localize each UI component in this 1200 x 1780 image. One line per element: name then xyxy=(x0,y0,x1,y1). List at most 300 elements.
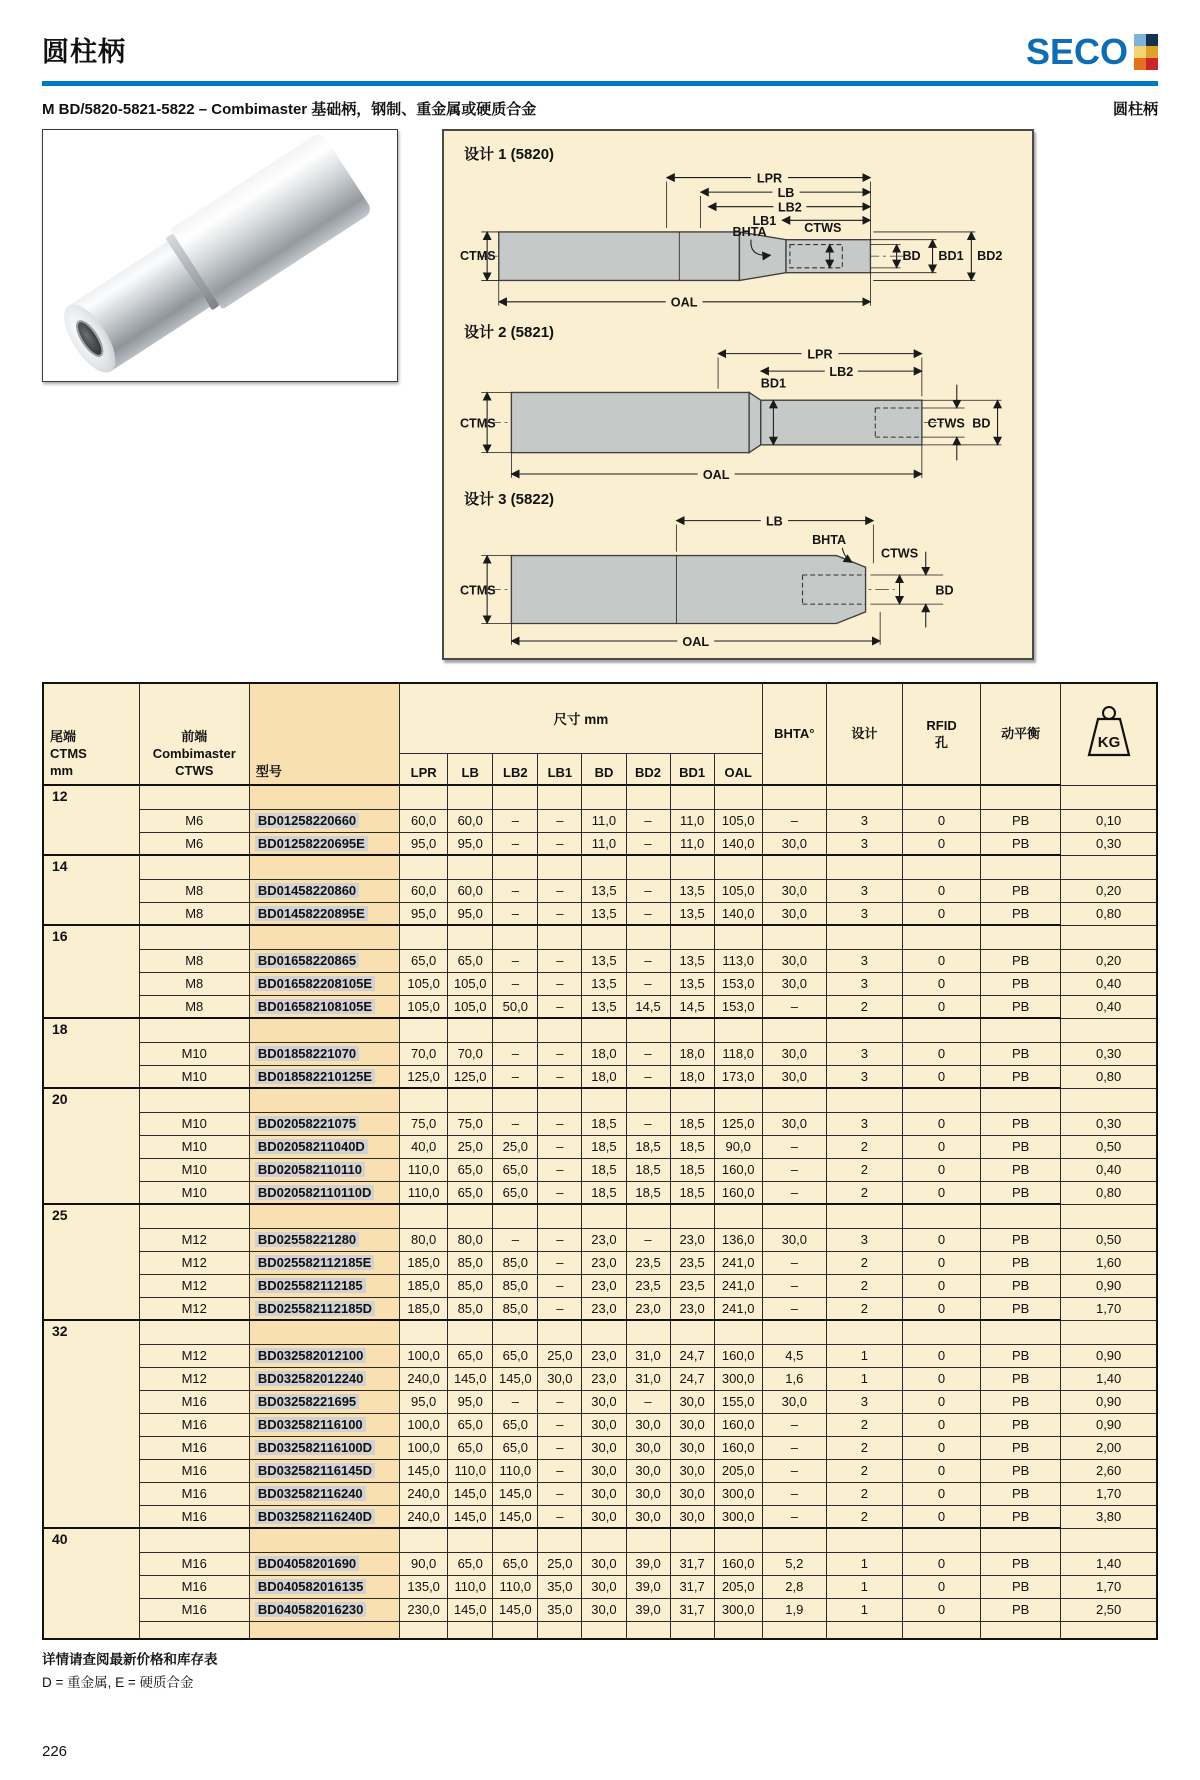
table-cell xyxy=(762,1204,826,1228)
table-cell: 65,0 xyxy=(400,949,448,972)
table-cell xyxy=(538,1018,582,1042)
table-cell: 65,0 xyxy=(448,1181,493,1204)
table-row xyxy=(43,1065,1157,1088)
table-cell xyxy=(902,785,980,809)
table-cell: 0 xyxy=(902,1135,980,1158)
product-family-title: M BD/5820-5821-5822 – Combimaster 基础柄，钢制、重金属或硬质合金 xyxy=(42,101,537,118)
table-cell xyxy=(582,1088,626,1112)
table-cell: 65,0 xyxy=(448,949,493,972)
table-cell: 0 xyxy=(902,1158,980,1181)
table-cell xyxy=(493,855,538,879)
table-cell: 160,0 xyxy=(714,1158,762,1181)
table-cell: – xyxy=(538,1413,582,1436)
table-cell: 30,0 xyxy=(582,1390,626,1413)
table-cell: 100,0 xyxy=(400,1436,448,1459)
table-cell xyxy=(538,785,582,809)
group-separator-row xyxy=(43,855,1157,879)
table-cell: PB xyxy=(981,1552,1061,1575)
table-cell: 30,0 xyxy=(762,1390,826,1413)
svg-text:BD1: BD1 xyxy=(938,249,964,264)
table-row xyxy=(43,1251,1157,1274)
table-cell xyxy=(249,1228,399,1251)
table-cell xyxy=(582,1528,626,1552)
svg-text:OAL: OAL xyxy=(670,295,698,310)
table-cell: 1 xyxy=(826,1552,902,1575)
model-number: BD016582108105E xyxy=(255,999,375,1014)
svg-text:BD2: BD2 xyxy=(977,249,1003,264)
table-cell: 13,5 xyxy=(670,949,714,972)
table-cell: M16 xyxy=(139,1575,249,1598)
table-cell xyxy=(249,1251,399,1274)
table-row xyxy=(43,1158,1157,1181)
table-cell: 160,0 xyxy=(714,1181,762,1204)
table-cell: 0 xyxy=(902,972,980,995)
table-cell xyxy=(400,785,448,809)
table-cell xyxy=(714,1621,762,1639)
table-cell: 2,60 xyxy=(1061,1459,1157,1482)
table-cell: 145,0 xyxy=(400,1459,448,1482)
table-cell: 70,0 xyxy=(448,1042,493,1065)
table-cell: 113,0 xyxy=(714,949,762,972)
model-number: BD032582116100D xyxy=(255,1440,375,1455)
table-cell: 23,0 xyxy=(582,1344,626,1367)
header-bhta: BHTA° xyxy=(762,683,826,785)
table-cell: 105,0 xyxy=(714,809,762,832)
table-cell xyxy=(139,785,249,809)
dimension-diagram-panel xyxy=(442,129,1034,660)
header-model: 型号 xyxy=(249,683,399,785)
table-cell: 136,0 xyxy=(714,1228,762,1251)
table-cell xyxy=(448,1320,493,1344)
table-cell: – xyxy=(762,1459,826,1482)
table-cell: 0,40 xyxy=(1061,972,1157,995)
table-cell xyxy=(762,1088,826,1112)
table-cell xyxy=(249,1065,399,1088)
table-cell xyxy=(249,1158,399,1181)
table-cell: 140,0 xyxy=(714,832,762,855)
table-cell: 1 xyxy=(826,1598,902,1621)
table-cell: 110,0 xyxy=(448,1575,493,1598)
design2-diagram xyxy=(458,342,1016,480)
page-number: 226 xyxy=(42,1743,68,1761)
table-cell: 2 xyxy=(826,995,902,1018)
table-row xyxy=(43,1390,1157,1413)
table-cell: PB xyxy=(981,1228,1061,1251)
table-cell xyxy=(826,1528,902,1552)
table-cell: – xyxy=(538,1135,582,1158)
table-cell: – xyxy=(493,1390,538,1413)
table-cell xyxy=(249,1459,399,1482)
table-cell xyxy=(981,1204,1061,1228)
table-cell: PB xyxy=(981,1042,1061,1065)
table-cell: 85,0 xyxy=(493,1297,538,1320)
table-cell: 18,0 xyxy=(582,1042,626,1065)
table-cell: 31,0 xyxy=(626,1344,670,1367)
logo-color-block xyxy=(1146,58,1158,70)
table-cell: 30,0 xyxy=(626,1482,670,1505)
table-cell xyxy=(762,1018,826,1042)
table-cell: 13,5 xyxy=(582,902,626,925)
table-cell xyxy=(826,1204,902,1228)
table-cell: 300,0 xyxy=(714,1367,762,1390)
table-cell: – xyxy=(493,1112,538,1135)
model-number: BD032582116100 xyxy=(255,1417,366,1432)
svg-text:BHTA: BHTA xyxy=(732,224,767,239)
table-cell: 65,0 xyxy=(493,1158,538,1181)
table-cell: 95,0 xyxy=(400,1390,448,1413)
table-cell xyxy=(714,785,762,809)
header-front-end: 前端 Combimaster CTWS xyxy=(139,683,249,785)
table-cell: PB xyxy=(981,832,1061,855)
table-cell: – xyxy=(538,1297,582,1320)
table-cell xyxy=(902,1320,980,1344)
table-cell: 13,5 xyxy=(582,995,626,1018)
table-cell: 90,0 xyxy=(714,1135,762,1158)
table-cell: – xyxy=(538,1459,582,1482)
table-cell: – xyxy=(626,1112,670,1135)
table-cell: PB xyxy=(981,879,1061,902)
seco-logo-blocks-icon xyxy=(1134,34,1158,70)
table-cell: 1,9 xyxy=(762,1598,826,1621)
table-cell xyxy=(762,1528,826,1552)
table-cell xyxy=(249,1088,399,1112)
model-number: BD01658220865 xyxy=(255,953,359,968)
table-cell: 100,0 xyxy=(400,1344,448,1367)
model-number: BD025582112185D xyxy=(255,1301,375,1316)
table-cell: – xyxy=(538,1482,582,1505)
model-number: BD025582112185E xyxy=(255,1255,375,1270)
table-cell: 0,90 xyxy=(1061,1344,1157,1367)
table-cell: 125,0 xyxy=(400,1065,448,1088)
model-number: BD01458220860 xyxy=(255,883,359,898)
table-cell: 145,0 xyxy=(448,1598,493,1621)
table-cell: 18,0 xyxy=(670,1042,714,1065)
table-cell xyxy=(249,1042,399,1065)
table-cell: 95,0 xyxy=(400,902,448,925)
table-cell: 30,0 xyxy=(538,1367,582,1390)
table-cell: 50,0 xyxy=(493,995,538,1018)
table-cell: 31,7 xyxy=(670,1575,714,1598)
table-cell xyxy=(981,1621,1061,1639)
table-cell xyxy=(582,1018,626,1042)
table-cell: 110,0 xyxy=(400,1158,448,1181)
seco-logo-text: SECO xyxy=(1025,31,1128,72)
table-cell xyxy=(538,1204,582,1228)
model-number: BD02058211040D xyxy=(255,1139,368,1154)
table-cell xyxy=(139,855,249,879)
table-cell: 30,0 xyxy=(670,1436,714,1459)
table-cell: 30,0 xyxy=(582,1413,626,1436)
table-cell: – xyxy=(762,1436,826,1459)
group-label: 12 xyxy=(43,785,139,855)
table-cell: – xyxy=(538,1112,582,1135)
header-dim-oal: OAL xyxy=(714,753,762,785)
table-cell: 65,0 xyxy=(493,1436,538,1459)
table-row xyxy=(43,1459,1157,1482)
table-cell: 0,80 xyxy=(1061,902,1157,925)
table-cell xyxy=(582,785,626,809)
model-number: BD016582208105E xyxy=(255,976,375,991)
table-cell: M12 xyxy=(139,1344,249,1367)
table-cell: 65,0 xyxy=(448,1552,493,1575)
table-cell: 35,0 xyxy=(538,1598,582,1621)
svg-text:BD: BD xyxy=(935,583,954,598)
table-cell: – xyxy=(762,1251,826,1274)
table-cell: – xyxy=(493,1065,538,1088)
table-cell: 30,0 xyxy=(582,1459,626,1482)
table-cell: 23,5 xyxy=(626,1274,670,1297)
table-cell: 140,0 xyxy=(714,902,762,925)
table-cell: 0 xyxy=(902,1505,980,1528)
table-cell: 65,0 xyxy=(493,1552,538,1575)
table-cell: PB xyxy=(981,1575,1061,1598)
table-cell xyxy=(249,1621,399,1639)
table-cell: 30,0 xyxy=(626,1413,670,1436)
table-cell xyxy=(981,855,1061,879)
table-cell: 11,0 xyxy=(670,809,714,832)
table-cell: 11,0 xyxy=(670,832,714,855)
table-cell: 4,5 xyxy=(762,1344,826,1367)
table-cell: 145,0 xyxy=(493,1367,538,1390)
table-cell: 3 xyxy=(826,879,902,902)
design2-title: 设计 2 (5821) xyxy=(464,323,555,341)
svg-text:LB2: LB2 xyxy=(829,364,854,379)
table-cell: – xyxy=(538,1228,582,1251)
table-cell: 300,0 xyxy=(714,1505,762,1528)
table-cell xyxy=(493,1088,538,1112)
table-cell: 24,7 xyxy=(670,1344,714,1367)
table-cell: 0 xyxy=(902,879,980,902)
table-cell xyxy=(493,1018,538,1042)
table-cell xyxy=(714,1088,762,1112)
table-cell xyxy=(249,902,399,925)
svg-text:KG: KG xyxy=(1097,734,1120,752)
table-cell xyxy=(670,855,714,879)
table-cell: 18,5 xyxy=(626,1158,670,1181)
table-cell xyxy=(714,1018,762,1042)
table-cell: 3 xyxy=(826,1228,902,1251)
table-cell xyxy=(249,785,399,809)
table-cell: – xyxy=(762,1274,826,1297)
table-cell: 11,0 xyxy=(582,832,626,855)
table-cell: 0 xyxy=(902,1598,980,1621)
table-cell xyxy=(626,1528,670,1552)
table-cell: 160,0 xyxy=(714,1552,762,1575)
table-cell xyxy=(826,1088,902,1112)
table-cell: 3 xyxy=(826,949,902,972)
svg-text:LPR: LPR xyxy=(807,346,833,361)
table-cell: – xyxy=(493,972,538,995)
table-cell: – xyxy=(493,832,538,855)
table-cell xyxy=(902,1018,980,1042)
table-cell: 18,0 xyxy=(582,1065,626,1088)
logo-color-block xyxy=(1146,46,1158,58)
table-cell: 18,5 xyxy=(670,1158,714,1181)
table-row xyxy=(43,1413,1157,1436)
table-cell xyxy=(249,925,399,949)
table-cell xyxy=(981,925,1061,949)
table-cell: 65,0 xyxy=(493,1413,538,1436)
table-cell xyxy=(400,1018,448,1042)
table-cell: 30,0 xyxy=(582,1505,626,1528)
table-cell: 23,5 xyxy=(626,1251,670,1274)
table-cell: 105,0 xyxy=(448,995,493,1018)
table-cell xyxy=(714,855,762,879)
table-row xyxy=(43,1344,1157,1367)
table-row xyxy=(43,832,1157,855)
header-rule xyxy=(42,81,1158,86)
table-cell xyxy=(249,1112,399,1135)
table-cell: 0 xyxy=(902,1575,980,1598)
table-cell xyxy=(670,1204,714,1228)
table-row xyxy=(43,1367,1157,1390)
table-cell xyxy=(902,1621,980,1639)
table-cell: 13,5 xyxy=(670,879,714,902)
table-cell: M6 xyxy=(139,832,249,855)
table-cell xyxy=(448,1204,493,1228)
table-cell: 30,0 xyxy=(626,1459,670,1482)
table-cell: 0 xyxy=(902,1413,980,1436)
table-cell: 0,10 xyxy=(1061,809,1157,832)
subheader xyxy=(42,98,1158,119)
table-cell xyxy=(493,1528,538,1552)
table-cell: 0 xyxy=(902,1459,980,1482)
table-cell: 30,0 xyxy=(670,1505,714,1528)
table-cell: 60,0 xyxy=(448,879,493,902)
design1-diagram xyxy=(458,164,1016,312)
table-cell: 30,0 xyxy=(670,1390,714,1413)
seco-logo xyxy=(1025,31,1158,72)
table-cell xyxy=(139,1018,249,1042)
table-cell: M10 xyxy=(139,1112,249,1135)
table-cell: 30,0 xyxy=(762,1065,826,1088)
table-cell xyxy=(249,855,399,879)
table-cell: 23,5 xyxy=(670,1251,714,1274)
table-cell xyxy=(249,1528,399,1552)
table-row xyxy=(43,1436,1157,1459)
table-cell xyxy=(139,1204,249,1228)
table-cell: PB xyxy=(981,1297,1061,1320)
table-cell: PB xyxy=(981,1274,1061,1297)
table-cell: 65,0 xyxy=(448,1413,493,1436)
table-cell: 240,0 xyxy=(400,1367,448,1390)
table-cell: PB xyxy=(981,995,1061,1018)
table-cell xyxy=(400,855,448,879)
table-cell: PB xyxy=(981,1436,1061,1459)
table-cell: 205,0 xyxy=(714,1575,762,1598)
table-cell: 0 xyxy=(902,949,980,972)
table-cell: 30,0 xyxy=(582,1436,626,1459)
table-cell: M12 xyxy=(139,1274,249,1297)
product-photo xyxy=(42,129,398,382)
table-cell xyxy=(902,925,980,949)
table-cell: M12 xyxy=(139,1251,249,1274)
table-row xyxy=(43,1552,1157,1575)
table-cell xyxy=(249,1367,399,1390)
table-cell xyxy=(626,1621,670,1639)
model-number: BD01258220695E xyxy=(255,836,368,851)
table-cell: 30,0 xyxy=(762,902,826,925)
table-cell: – xyxy=(538,1158,582,1181)
table-cell: 25,0 xyxy=(538,1344,582,1367)
table-cell: M12 xyxy=(139,1367,249,1390)
table-cell: 85,0 xyxy=(493,1274,538,1297)
table-cell: 1 xyxy=(826,1367,902,1390)
table-cell: 23,0 xyxy=(670,1297,714,1320)
table-cell: PB xyxy=(981,1065,1061,1088)
table-row xyxy=(43,809,1157,832)
group-separator-row xyxy=(43,1320,1157,1344)
table-cell: M10 xyxy=(139,1181,249,1204)
table-cell: 18,0 xyxy=(670,1065,714,1088)
table-cell: 0 xyxy=(902,1482,980,1505)
svg-text:OAL: OAL xyxy=(702,467,730,480)
table-cell: 0 xyxy=(902,1344,980,1367)
table-cell: 0,90 xyxy=(1061,1390,1157,1413)
table-cell: M8 xyxy=(139,995,249,1018)
table-cell xyxy=(139,1320,249,1344)
svg-text:LB: LB xyxy=(765,514,783,529)
table-cell: M16 xyxy=(139,1552,249,1575)
table-cell: 300,0 xyxy=(714,1598,762,1621)
table-cell: PB xyxy=(981,1135,1061,1158)
table-cell: – xyxy=(762,1135,826,1158)
table-cell: M16 xyxy=(139,1598,249,1621)
header-design: 设计 xyxy=(826,683,902,785)
svg-text:CTWS: CTWS xyxy=(880,546,919,561)
table-cell: 95,0 xyxy=(448,902,493,925)
header-dim-bd1: BD1 xyxy=(670,753,714,785)
table-cell: 39,0 xyxy=(626,1598,670,1621)
table-cell: 0,40 xyxy=(1061,1158,1157,1181)
table-cell: 110,0 xyxy=(493,1459,538,1482)
table-cell xyxy=(626,1018,670,1042)
table-cell: – xyxy=(626,1065,670,1088)
table-cell: M8 xyxy=(139,879,249,902)
logo-color-block xyxy=(1146,34,1158,46)
group-label: 25 xyxy=(43,1204,139,1320)
table-cell xyxy=(626,925,670,949)
table-row xyxy=(43,1228,1157,1251)
table-cell: – xyxy=(762,1482,826,1505)
model-number: BD032582012240 xyxy=(255,1371,367,1386)
table-cell: 30,0 xyxy=(670,1413,714,1436)
table-cell xyxy=(762,1621,826,1639)
header-rfid: RFID 孔 xyxy=(902,683,980,785)
table-cell: – xyxy=(538,1436,582,1459)
table-cell xyxy=(670,1320,714,1344)
table-cell: – xyxy=(626,832,670,855)
table-cell: 65,0 xyxy=(448,1158,493,1181)
table-cell xyxy=(626,1320,670,1344)
table-cell: 2 xyxy=(826,1297,902,1320)
table-cell: 0,30 xyxy=(1061,1042,1157,1065)
table-cell: M8 xyxy=(139,972,249,995)
table-cell: – xyxy=(538,1042,582,1065)
model-number: BD040582016135 xyxy=(255,1579,367,1594)
table-cell: 110,0 xyxy=(493,1575,538,1598)
table-cell xyxy=(902,1204,980,1228)
table-cell: – xyxy=(493,809,538,832)
table-cell: 160,0 xyxy=(714,1413,762,1436)
table-cell: M12 xyxy=(139,1228,249,1251)
table-cell: 105,0 xyxy=(400,972,448,995)
table-cell: M10 xyxy=(139,1065,249,1088)
table-cell: – xyxy=(493,1042,538,1065)
table-cell xyxy=(448,1018,493,1042)
group-label: 20 xyxy=(43,1088,139,1204)
table-cell: – xyxy=(626,972,670,995)
